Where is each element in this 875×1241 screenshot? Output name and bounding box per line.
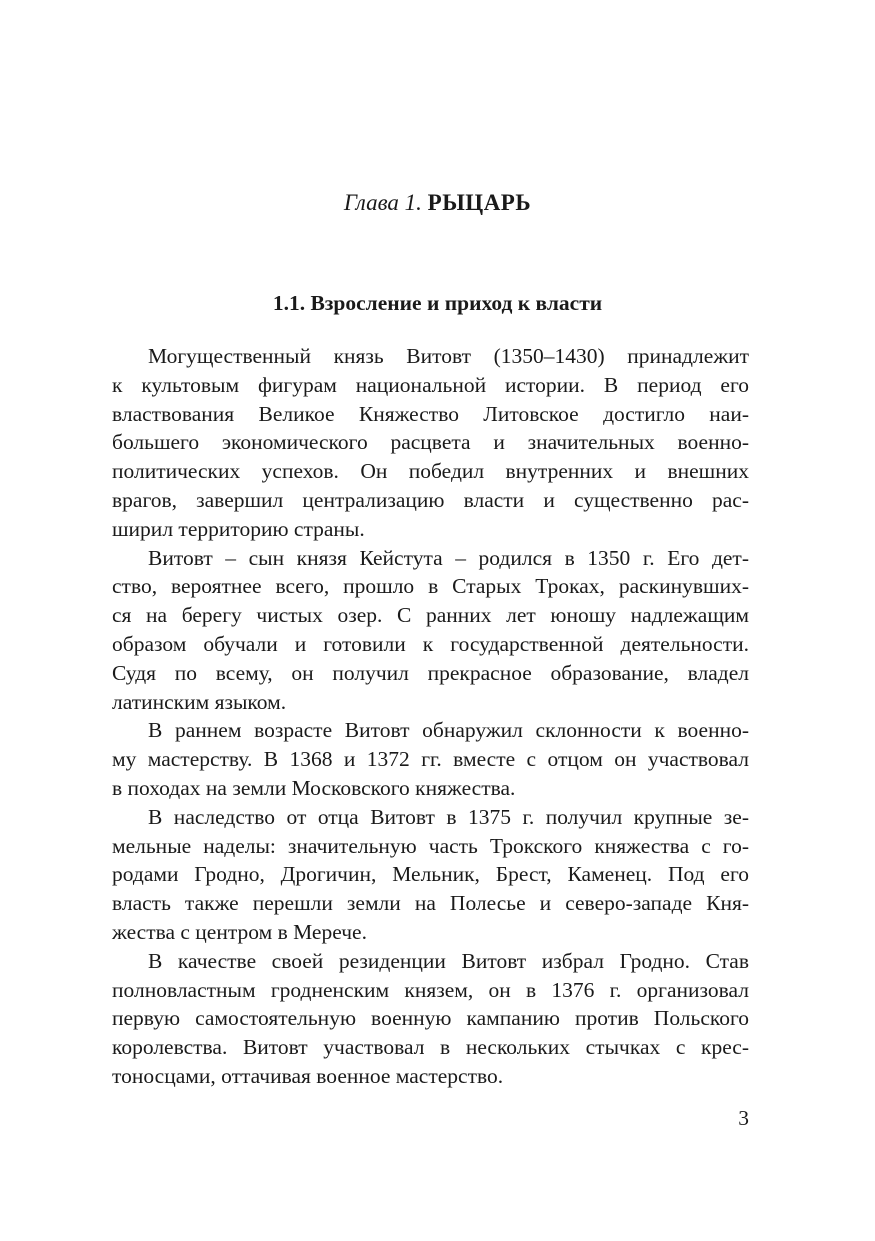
- text-line: властвования Великое Княжество Литовское достигло наи-: [112, 401, 749, 426]
- paragraph-3: [112, 716, 749, 802]
- text-line: Могущественный князь Витовт (1350–1430) принадлежит: [148, 344, 749, 368]
- text-line: мельные наделы: значительную часть Трокского княжества с го-: [112, 833, 749, 858]
- text-line: ширил территорию страны.: [112, 516, 365, 541]
- text-line: королевства. Витовт участвовал в нескольких стычках с крес-: [112, 1035, 749, 1060]
- text-line: образом обучали и готовили к государственной деятельности.: [112, 631, 749, 656]
- text-line: политических успехов. Он победил внутренних и внешних: [112, 459, 749, 484]
- chapter-title: [0, 188, 875, 218]
- chapter-name: РЫЦАРЬ: [427, 190, 532, 215]
- text-line: В наследство от отца Витовт в 1375 г. получил крупные зе-: [148, 804, 749, 829]
- text-line: Витовт – сын князя Кейстута – родился в 1350 г. Его дет-: [148, 545, 749, 570]
- text-line: первую самостоятельную военную кампанию против Польского: [112, 1006, 749, 1031]
- text-line: му мастерству. В 1368 и 1372 гг. вместе с отцом он участвовал: [112, 747, 749, 772]
- body-text: [112, 342, 749, 1091]
- text-line: в походах на земли Московского княжества.: [112, 775, 516, 800]
- text-line: Судя по всему, он получил прекрасное образование, владел: [112, 660, 749, 685]
- text-line: ство, вероятнее всего, прошло в Старых Троках, раскинувших-: [112, 574, 749, 599]
- text-line: к культовым фигурам национальной истории. В период его: [112, 372, 749, 397]
- paragraph-1: [112, 342, 749, 544]
- text-line: власть также перешли земли на Полесье и северо-западе Кня-: [112, 891, 749, 916]
- chapter-label: Глава 1.: [343, 190, 422, 215]
- page-number: 3: [738, 1106, 749, 1130]
- text-line: врагов, завершил централизацию власти и существенно рас-: [112, 487, 749, 512]
- text-line: В раннем возрасте Витовт обнаружил склонности к военно-: [148, 718, 749, 743]
- text-line: ся на берегу чистых озер. С ранних лет юношу надлежащим: [112, 603, 749, 628]
- text-line: полновластным гродненским князем, он в 1376 г. организовал: [112, 977, 749, 1002]
- text-line: тоносцами, оттачивая военное мастерство.: [112, 1063, 504, 1088]
- paragraph-5: [112, 947, 749, 1091]
- section-title: 1.1. Взросление и приход к власти: [272, 291, 603, 315]
- text-line: большего экономического расцвета и значительных военно-: [112, 430, 749, 455]
- paragraph-2: [112, 544, 749, 717]
- text-line: В качестве своей резиденции Витовт избрал Гродно. Став: [148, 948, 749, 973]
- text-line: латинским языком.: [112, 689, 287, 714]
- paragraph-4: [112, 803, 749, 947]
- text-line: жества с центром в Мерече.: [112, 919, 367, 944]
- text-line: родами Гродно, Дрогичин, Мельник, Брест, Каменец. Под его: [112, 862, 749, 887]
